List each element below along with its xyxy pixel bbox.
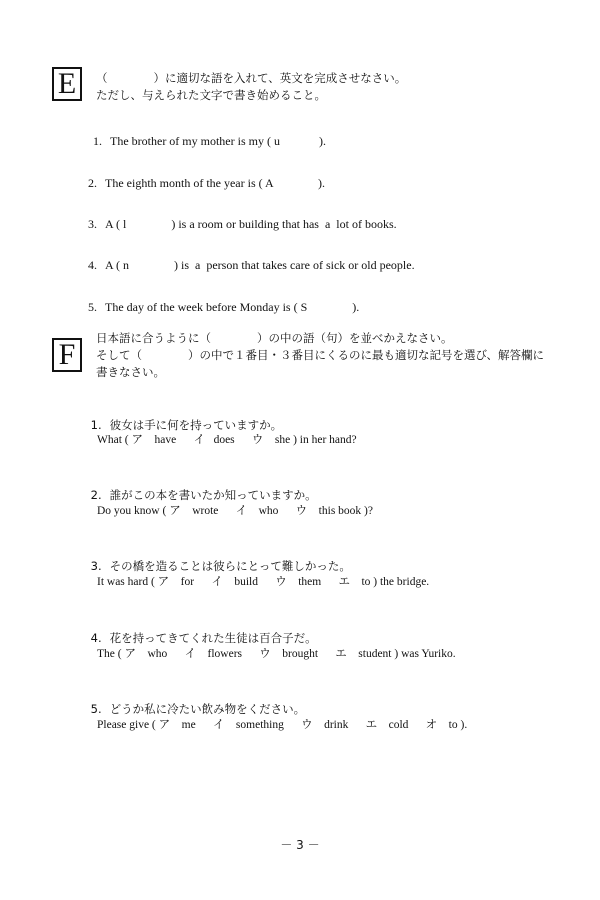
section-f-instruction-2: そして（ ）の中で１番目・３番目にくるのに最も適切な記号を選び、解答欄に [96, 348, 545, 362]
japanese-sentence: 誰がこの本を書いたか知っていますか。 [109, 488, 317, 502]
section-f-question-1-english: What ( ア have イ does ウ she ) in her hand? [97, 434, 357, 446]
question-number: 4. [88, 258, 97, 272]
section-f-question-3-english: It was hard ( ア for イ build ウ them エ to ) the bridge. [97, 576, 430, 588]
section-e-question-4 [76, 244, 415, 286]
question-text: The eighth month of the year is ( A ). [105, 176, 325, 190]
page-number: － 3 － [280, 838, 320, 852]
question-text: The day of the week before Monday is ( S ). [105, 300, 360, 314]
section-f-instruction-3: 書きなさい。 [96, 365, 165, 379]
question-number: 3. [90, 559, 102, 573]
japanese-sentence: 彼女は手に何を持っていますか。 [109, 418, 283, 432]
section-e-question-1 [76, 120, 326, 162]
section-e-label: E [52, 67, 82, 101]
japanese-sentence: その橋を造ることは彼らにとって難しかった。 [109, 559, 351, 573]
question-text: A ( n ) is a person that takes care of sick or old people. [105, 258, 415, 272]
section-e-question-3 [76, 203, 397, 245]
question-number: 2. [90, 488, 102, 502]
section-f-instruction-1: 日本語に合うように（ ）の中の語（句）を並べかえなさい。 [96, 331, 453, 345]
question-number: 2. [88, 176, 97, 190]
question-number: 4. [90, 631, 102, 645]
question-number: 5. [90, 702, 102, 716]
question-number: 3. [88, 217, 97, 231]
section-f-question-5-english: Please give ( ア me イ something ウ drink エ cold オ to ). [97, 719, 468, 731]
question-number: 5. [88, 300, 97, 314]
section-f-question-2-english: Do you know ( ア wrote イ who ウ this book )? [97, 505, 373, 517]
section-e-instruction-1: （ ）に適切な語を入れて、英文を完成させなさい。 [96, 71, 407, 85]
question-text: The brother of my mother is my ( u ). [110, 134, 326, 148]
section-f-label: F [52, 338, 82, 372]
section-e-question-5 [76, 286, 359, 328]
japanese-sentence: 花を持ってきてくれた生徒は百合子だ。 [109, 631, 317, 645]
section-e-instruction-2: ただし、与えられた文字で書き始めること。 [96, 88, 326, 102]
japanese-sentence: どうか私に冷たい飲み物をください。 [109, 702, 306, 716]
question-number: 1. [90, 418, 102, 432]
question-text: A ( l ) is a room or building that has a lot of books. [105, 217, 397, 231]
section-e-question-2 [76, 162, 325, 204]
question-number: 1. [93, 134, 102, 148]
section-f-question-4-english: The ( ア who イ flowers ウ brought エ student ) was Yuriko. [97, 648, 456, 660]
